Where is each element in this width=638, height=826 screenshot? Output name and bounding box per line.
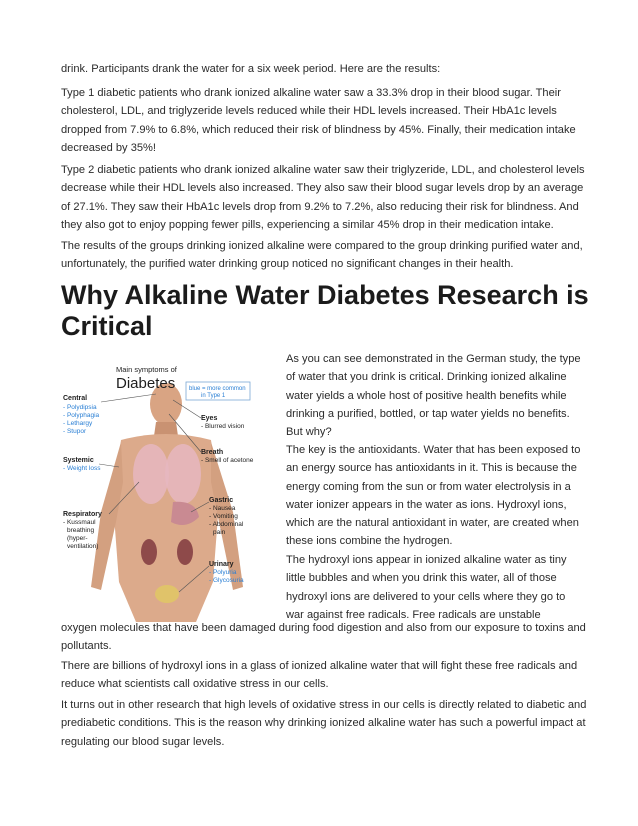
symptom-breathing: breathing xyxy=(67,527,95,534)
paragraph-antioxidants: The key is the antioxidants. Water that has been exposed to an energy source has antioxidants in it. This is because the energy coming from the sun or from water electrolysis in a water ionizer appears in the water as ions. Hydroxyl ions, which are the natural antioxidant in water, are created when these ions combine the hydrogen. xyxy=(286,444,581,548)
symptom-lethargy: - Lethargy xyxy=(63,420,93,427)
label-gastric: Gastric xyxy=(209,497,234,504)
label-breath: Breath xyxy=(201,449,224,456)
symptom-abdominal: - Abdominal xyxy=(209,521,244,528)
label-urinary: Urinary xyxy=(209,561,234,568)
symptom-weight-loss: - Weight loss xyxy=(63,465,101,472)
paragraph-results-intro: drink. Participants drank the water for a six week period. Here are the results: xyxy=(61,63,441,75)
symptom-blurred-vision: - Blurred vision xyxy=(201,423,245,430)
label-central: Central xyxy=(63,395,88,402)
symptom-glycosuria: - Glycosuria xyxy=(209,577,244,584)
symptom-hyper: (hyper- xyxy=(67,535,88,542)
figure-subtitle: Main symptoms of xyxy=(116,365,177,374)
paragraph-german-study: As you can see demonstrated in the German study, the type of water that you drink is critical. Drinking ionized alkaline water yields a whole host of positive health benefits while drinking a purified, bottled, or tap water yields no benefits. But why? xyxy=(286,353,581,439)
figure-title: Diabetes xyxy=(116,375,176,392)
paragraph-comparison: The results of the groups drinking ionized alkaline were compared to the group drinking purified water and, unfortunately, the purified water drinking group noticed no significant changes in their health. xyxy=(61,240,583,271)
symptom-polyuria: - Polyuria xyxy=(209,569,237,576)
symptom-nausea: - Nausea xyxy=(209,505,236,512)
section-heading: Why Alkaline Water Diabetes Research is Critical xyxy=(61,280,589,341)
symptom-kussmaul: - Kussmaul xyxy=(63,519,96,526)
paragraph-billions-of-ions: There are billions of hydroxyl ions in a glass of ionized alkaline water that will fight these free radicals and reduce what scientists call oxidative stress in our cells. xyxy=(61,660,578,691)
symptom-ventilation: ventilation) xyxy=(67,543,99,550)
legend-line-2: in Type 1 xyxy=(201,393,226,399)
paragraph-hydroxyl-ions: The hydroxyl ions appear in ionized alkaline water as tiny little bubbles and when you drink this water, all of those hydroxyl ions are delivered to your cells where they go to war against free radicals. Free radicals are unstable xyxy=(286,554,567,621)
symptom-vomiting: - Vomiting xyxy=(209,513,238,520)
symptom-smell-of-acetone: - Smell of acetone xyxy=(201,457,254,464)
label-respiratory: Respiratory xyxy=(63,511,102,518)
label-eyes: Eyes xyxy=(201,415,218,422)
symptom-stupor: - Stupor xyxy=(63,428,87,435)
label-systemic: Systemic xyxy=(63,457,94,464)
symptom-polydipsia: - Polydipsia xyxy=(63,404,97,411)
diabetes-symptoms-figure xyxy=(61,352,277,622)
diabetes-symptoms-illustration xyxy=(61,352,277,622)
paragraph-type1-results: Type 1 diabetic patients who drank ionized alkaline water saw a 33.3% drop in their blood sugar. Their cholesterol, LDL, and triglyzeride levels reduced while their HDL levels increased. Their HbA1c levels dropped from 7.9% to 6.8%, which reduced their risk of blindness by 45%. Finally, their medication intake decreased by 35%! xyxy=(61,87,576,154)
legend-line-1: blue = more common xyxy=(189,386,246,392)
paragraph-free-radicals: oxygen molecules that have been damaged during food digestion and also from our exposure to toxins and pollutants. xyxy=(61,622,586,653)
paragraph-oxidative-stress: It turns out in other research that high levels of oxidative stress in our cells is directly related to diabetic and prediabetic conditions. This is the reason why drinking ionized alkaline water has such a powerful impact at regulating our blood sugar levels. xyxy=(61,699,587,748)
paragraph-type2-results: Type 2 diabetic patients who drank ionized alkaline water saw their triglyzeride, LDL, and cholesterol levels decrease while their HDL levels also increased. They also saw their blood sugar levels drop by an average of 27.1%. They saw their HbA1c levels drop from 9.2% to 7.2%, also reducing their risk for blindness. And they also got to enjoy popping fewer pills, experiencing a similar 45% drop in their medication intake. xyxy=(61,164,585,231)
symptom-polyphagia: - Polyphagia xyxy=(63,412,100,419)
symptom-pain: pain xyxy=(213,529,226,536)
